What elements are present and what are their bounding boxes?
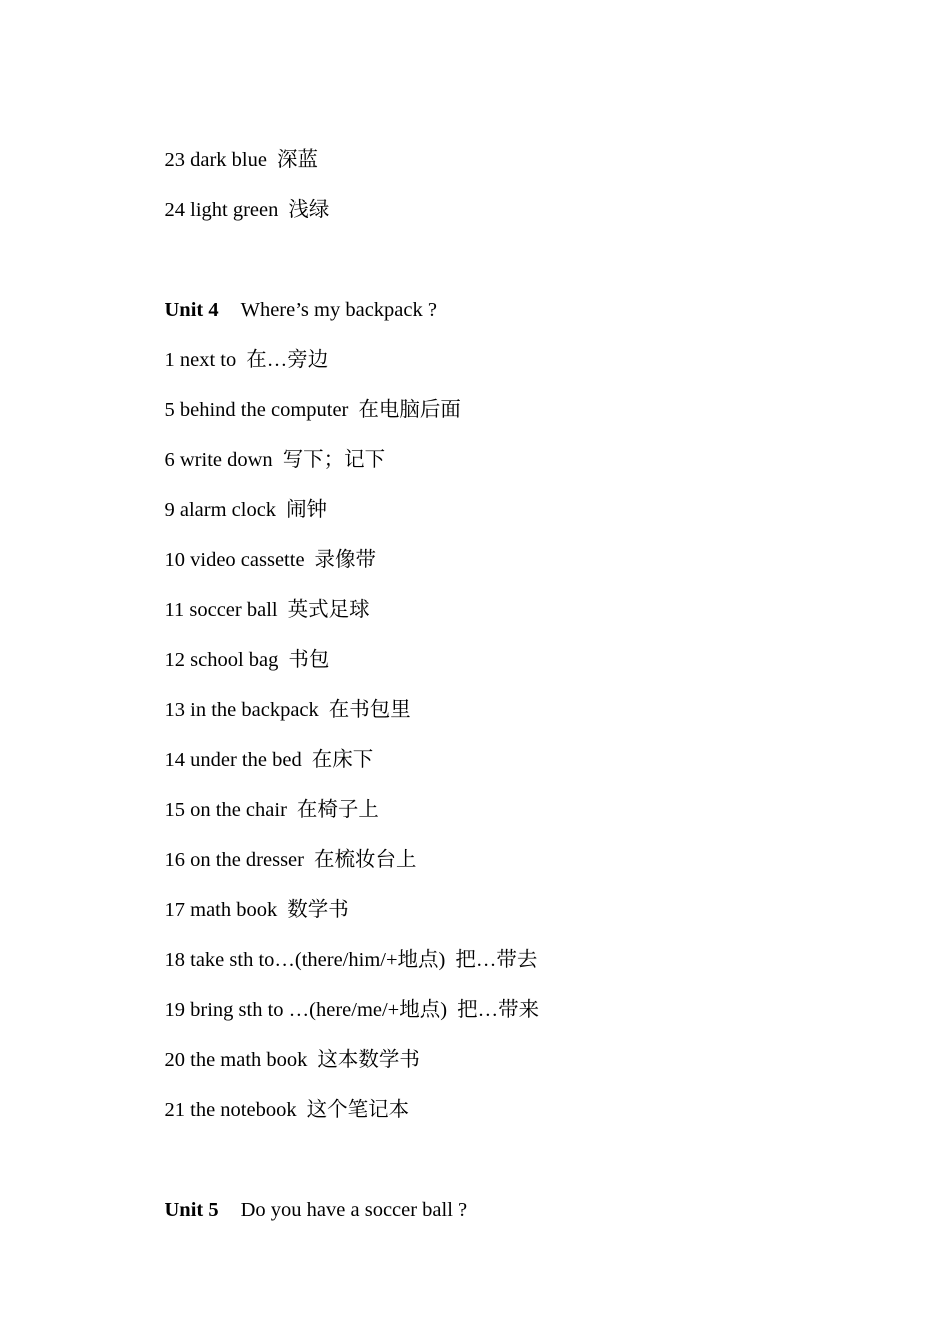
vocab-chinese: 深蓝: [276, 149, 318, 171]
unit-title: Where’s my backpack ?: [240, 299, 437, 321]
vocab-english: 11 soccer ball: [164, 599, 278, 621]
vocab-chinese: 把…带去: [455, 949, 538, 971]
unit-title: Do you have a soccer ball ?: [240, 1199, 468, 1221]
vocab-chinese: 在书包里: [328, 699, 411, 721]
vocab-line: [144, 1074, 409, 1146]
vocab-english: 6 write down: [164, 449, 273, 471]
vocab-english: 21 the notebook: [164, 1099, 297, 1121]
vocab-chinese: 数学书: [287, 899, 349, 921]
vocab-english: 17 math book: [164, 899, 278, 921]
vocab-line-24: [144, 174, 329, 246]
vocab-english: 9 alarm clock: [164, 499, 277, 521]
vocab-chinese: 在床下: [311, 749, 374, 771]
vocab-english: 1 next to: [164, 349, 237, 371]
vocab-chinese: 英式足球: [287, 599, 370, 621]
unit-5-heading: [144, 1174, 467, 1246]
vocab-chinese: 这个笔记本: [306, 1099, 410, 1121]
vocab-english: 19 bring sth to …(here/me/+地点): [164, 999, 448, 1021]
vocab-english: 23 dark blue: [164, 149, 267, 171]
vocab-english: 12 school bag: [164, 649, 279, 671]
unit-label: Unit 4: [164, 299, 219, 321]
vocab-english: 16 on the dresser: [164, 849, 304, 871]
vocab-chinese: 录像带: [314, 549, 377, 571]
vocab-chinese: 在梳妆台上: [313, 849, 417, 871]
unit-label: Unit 5: [164, 1199, 219, 1221]
vocab-chinese: 在电脑后面: [358, 399, 461, 421]
vocab-english: 13 in the backpack: [164, 699, 319, 721]
vocab-english: 10 video cassette: [164, 549, 305, 571]
vocab-chinese: 写下；记下: [282, 449, 386, 471]
vocab-chinese: 把…带来: [457, 999, 540, 1021]
vocab-english: 20 the math book: [164, 1049, 308, 1071]
vocab-english: 14 under the bed: [164, 749, 302, 771]
vocab-english: 5 behind the computer: [164, 399, 349, 421]
vocab-chinese: 书包: [288, 649, 330, 671]
vocab-chinese: 浅绿: [288, 199, 330, 221]
vocab-chinese: 在椅子上: [296, 799, 379, 821]
vocab-english: 24 light green: [164, 199, 279, 221]
vocab-chinese: 这本数学书: [317, 1049, 420, 1071]
vocab-english: 18 take sth to…(there/him/+地点): [164, 949, 446, 971]
vocab-english: 15 on the chair: [164, 799, 287, 821]
vocab-chinese: 在…旁边: [246, 349, 329, 371]
vocab-chinese: 闹钟: [286, 499, 328, 521]
